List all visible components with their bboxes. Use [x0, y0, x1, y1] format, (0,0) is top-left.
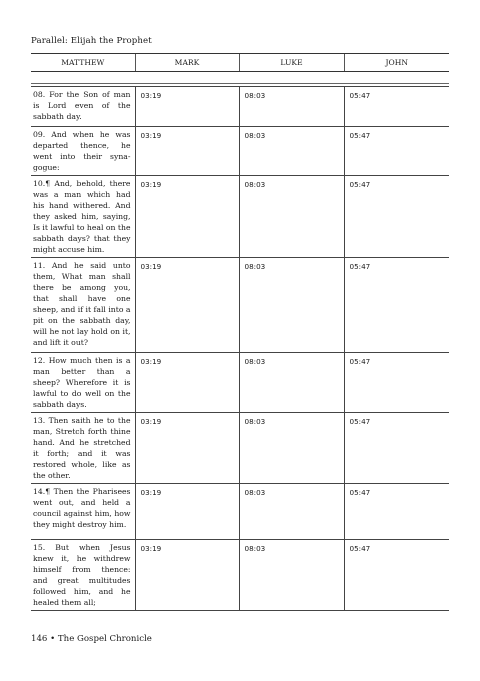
cell-john: 05:47	[344, 484, 449, 540]
cell-mark: 03:19	[135, 540, 239, 611]
cell-luke: 08:03	[239, 353, 344, 413]
cell-matthew: 14.¶ Then the Pharisees went out, and held a council against him, how they might destroy him.	[31, 484, 135, 540]
column-header-luke: LUKE	[239, 54, 344, 72]
table-row	[31, 176, 449, 258]
cell-mark: 03:19	[135, 176, 239, 258]
cell-luke: 08:03	[239, 127, 344, 176]
table-row	[31, 484, 449, 540]
cell-mark: 03:19	[135, 413, 239, 484]
cell-luke: 08:03	[239, 87, 344, 127]
cell-mark: 03:19	[135, 353, 239, 413]
cell-luke: 08:03	[239, 484, 344, 540]
cell-john: 05:47	[344, 258, 449, 353]
cell-john: 05:47	[344, 413, 449, 484]
column-header-mark: MARK	[135, 54, 239, 72]
cell-matthew: 08. For the Son of man is Lord even of the sabbath day.	[31, 87, 135, 127]
cell-john: 05:47	[344, 540, 449, 611]
cell-john: 05:47	[344, 353, 449, 413]
column-header-table	[31, 53, 449, 72]
table-row	[31, 258, 449, 353]
table-row	[31, 353, 449, 413]
cell-matthew: 13. Then saith he to the man, Stretch forth thine hand. And he stretched it forth; and it was restored whole, like as the other.	[31, 413, 135, 484]
column-header-john: JOHN	[344, 54, 449, 72]
cell-mark: 03:19	[135, 87, 239, 127]
cell-luke: 08:03	[239, 258, 344, 353]
cell-mark: 03:19	[135, 484, 239, 540]
cell-john: 05:47	[344, 127, 449, 176]
cell-john: 05:47	[344, 176, 449, 258]
cell-matthew: 12. How much then is a man better than a sheep? Wherefore it is lawful to do well on the sabbath days.	[31, 353, 135, 413]
page-footer: 146 • The Gospel Chronicle	[31, 634, 152, 644]
cell-matthew: 09. And when he was departed thence, he went into their synagogue:	[31, 127, 135, 176]
column-header-matthew: MATTHEW	[31, 54, 135, 72]
table-row	[31, 87, 449, 127]
table-row	[31, 127, 449, 176]
running-head: Parallel: Elijah the Prophet	[31, 36, 152, 46]
table-row	[31, 540, 449, 611]
cell-matthew: 15. But when Jesus knew it, he withdrew himself from thence: and great multitudes followed him, and he healed them all;	[31, 540, 135, 611]
cell-mark: 03:19	[135, 127, 239, 176]
cell-luke: 08:03	[239, 176, 344, 258]
cell-mark: 03:19	[135, 258, 239, 353]
cell-john: 05:47	[344, 87, 449, 127]
cell-luke: 08:03	[239, 540, 344, 611]
table-row	[31, 413, 449, 484]
cell-matthew: 11. And he said unto them, What man shall there be among you, that shall have one sheep, and if it fall into a pit on the sabbath day, will he not lay hold on it, and lift it out?	[31, 258, 135, 353]
divider	[31, 83, 449, 84]
cell-luke: 08:03	[239, 413, 344, 484]
cell-matthew: 10.¶ And, behold, there was a man which had his hand withered. And they asked him, saying, Is it lawful to heal on the sabbath days? that they might accuse him.	[31, 176, 135, 258]
parallel-table	[31, 86, 449, 611]
